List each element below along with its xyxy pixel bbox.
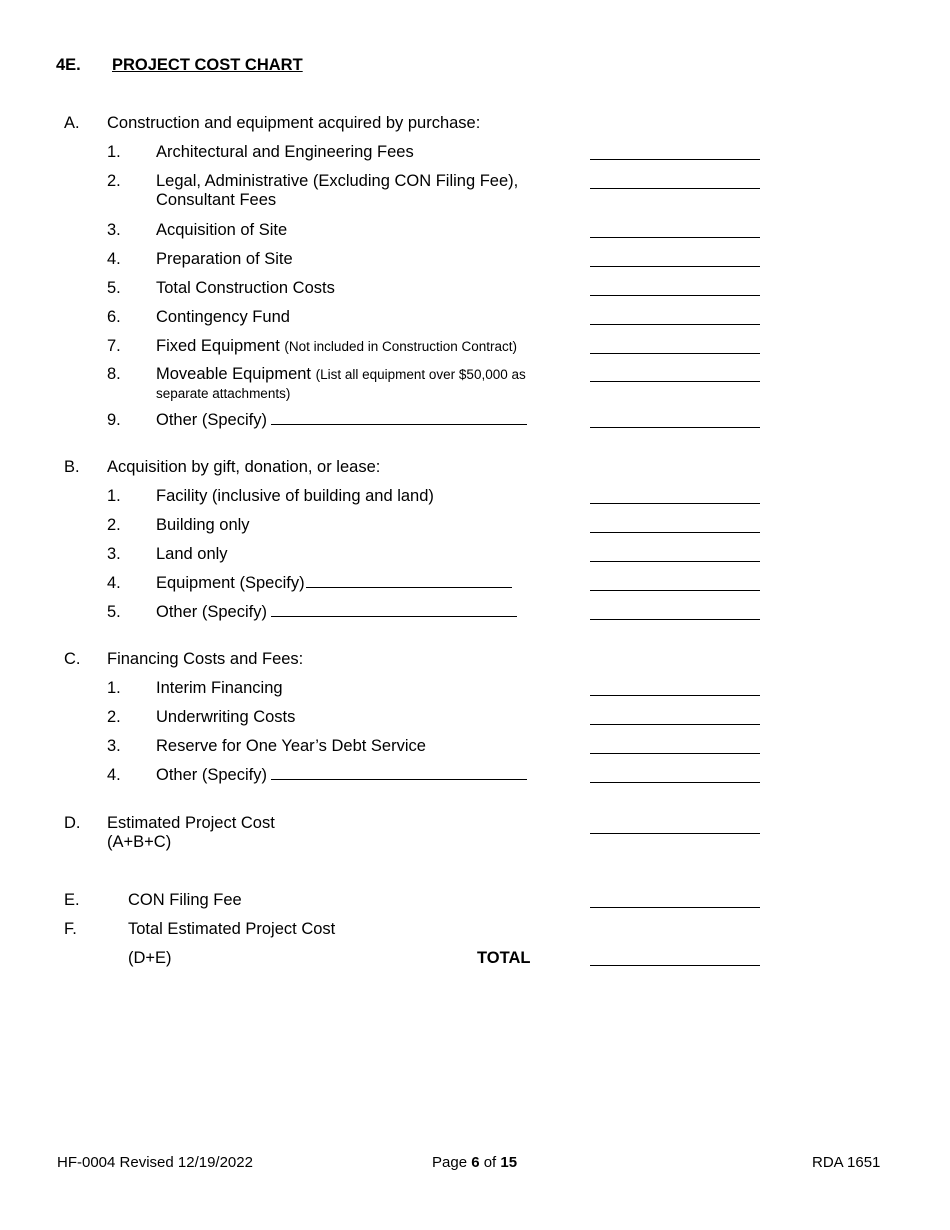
item-label (156, 365, 526, 384)
item-number: 2. (107, 516, 121, 534)
item-number: 3. (107, 737, 121, 755)
amount-field[interactable] (590, 753, 760, 754)
section-b-letter: B. (64, 458, 80, 476)
item-number: 3. (107, 545, 121, 563)
document-code: RDA 1651 (812, 1154, 881, 1171)
item-label-main: Other (Specify) (156, 411, 267, 429)
item-label: Facility (inclusive of building and land) (156, 487, 434, 505)
item-label: Underwriting Costs (156, 708, 296, 726)
item-label-main: Fixed Equipment (156, 337, 280, 355)
section-d-title: Estimated Project Cost (107, 814, 275, 832)
amount-field[interactable] (590, 833, 760, 834)
item-number: 5. (107, 603, 121, 621)
amount-field[interactable] (590, 324, 760, 325)
form-id: HF-0004 Revised 12/19/2022 (57, 1154, 253, 1171)
amount-field[interactable] (590, 381, 760, 382)
amount-field[interactable] (590, 503, 760, 504)
section-a-title: Construction and equipment acquired by purchase: (107, 114, 481, 132)
item-label-main: Equipment (Specify) (156, 574, 305, 592)
page-title: PROJECT COST CHART (112, 56, 303, 74)
item-label-main: Other (Specify) (156, 766, 267, 784)
item-label: Total Construction Costs (156, 279, 335, 297)
page-current: 6 (471, 1154, 480, 1171)
section-d-formula: (A+B+C) (107, 833, 172, 851)
amount-field[interactable] (590, 782, 760, 783)
amount-field[interactable] (590, 188, 760, 189)
item-label: Legal, Administrative (Excluding CON Filing Fee), (156, 172, 519, 190)
item-number: 2. (107, 172, 121, 190)
specify-field[interactable] (306, 586, 512, 588)
item-number: 7. (107, 337, 121, 355)
section-d-letter: D. (64, 814, 81, 832)
amount-field[interactable] (590, 561, 760, 562)
item-label: Acquisition of Site (156, 221, 288, 239)
amount-field[interactable] (590, 427, 760, 428)
amount-field[interactable] (590, 724, 760, 725)
item-number: 4. (107, 250, 121, 268)
amount-field[interactable] (590, 532, 760, 533)
item-number: 6. (107, 308, 121, 326)
amount-field[interactable] (590, 695, 760, 696)
item-number: 4. (107, 574, 121, 592)
item-label (156, 603, 517, 622)
item-label: Interim Financing (156, 679, 283, 697)
section-f-title: Total Estimated Project Cost (128, 920, 336, 938)
item-number: 2. (107, 708, 121, 726)
section-f-letter: F. (64, 920, 77, 938)
amount-field[interactable] (590, 266, 760, 267)
item-number: 3. (107, 221, 121, 239)
item-label (156, 574, 512, 593)
item-number: 1. (107, 143, 121, 161)
item-label: Architectural and Engineering Fees (156, 143, 414, 161)
section-c-title: Financing Costs and Fees: (107, 650, 304, 668)
item-note-continued: separate attachments) (156, 386, 291, 401)
section-e-letter: E. (64, 891, 80, 909)
amount-field[interactable] (590, 353, 760, 354)
total-label: TOTAL (477, 949, 531, 967)
item-number: 4. (107, 766, 121, 784)
page-number (432, 1154, 517, 1171)
amount-field[interactable] (590, 159, 760, 160)
item-label (156, 411, 527, 430)
item-label: Land only (156, 545, 228, 563)
item-label: Preparation of Site (156, 250, 293, 268)
amount-field[interactable] (590, 295, 760, 296)
item-label: Contingency Fund (156, 308, 290, 326)
specify-field[interactable] (271, 778, 527, 780)
item-note: (List all equipment over $50,000 as (315, 367, 526, 382)
item-note: (Not included in Construction Contract) (284, 339, 518, 354)
item-label-main: Moveable Equipment (156, 365, 312, 383)
item-number: 5. (107, 279, 121, 297)
amount-field[interactable] (590, 237, 760, 238)
page-of: of (479, 1154, 501, 1171)
item-label (156, 766, 527, 785)
item-number: 8. (107, 365, 121, 383)
item-label-continued: Consultant Fees (156, 191, 277, 209)
item-label-main: Other (Specify) (156, 603, 267, 621)
page-prefix: Page (432, 1154, 472, 1171)
specify-field[interactable] (271, 615, 517, 617)
section-e-title: CON Filing Fee (128, 891, 242, 909)
item-number: 1. (107, 679, 121, 697)
item-label: Reserve for One Year’s Debt Service (156, 737, 426, 755)
specify-field[interactable] (271, 423, 527, 425)
section-c-letter: C. (64, 650, 81, 668)
total-amount-field[interactable] (590, 965, 760, 966)
amount-field[interactable] (590, 619, 760, 620)
item-number: 9. (107, 411, 121, 429)
section-f-formula: (D+E) (128, 949, 172, 967)
amount-field[interactable] (590, 590, 760, 591)
amount-field[interactable] (590, 907, 760, 908)
item-number: 1. (107, 487, 121, 505)
item-label: Building only (156, 516, 250, 534)
section-b-title: Acquisition by gift, donation, or lease: (107, 458, 381, 476)
page-total: 15 (500, 1154, 518, 1171)
section-number: 4E. (56, 56, 81, 74)
item-label (156, 337, 517, 356)
section-a-letter: A. (64, 114, 80, 132)
